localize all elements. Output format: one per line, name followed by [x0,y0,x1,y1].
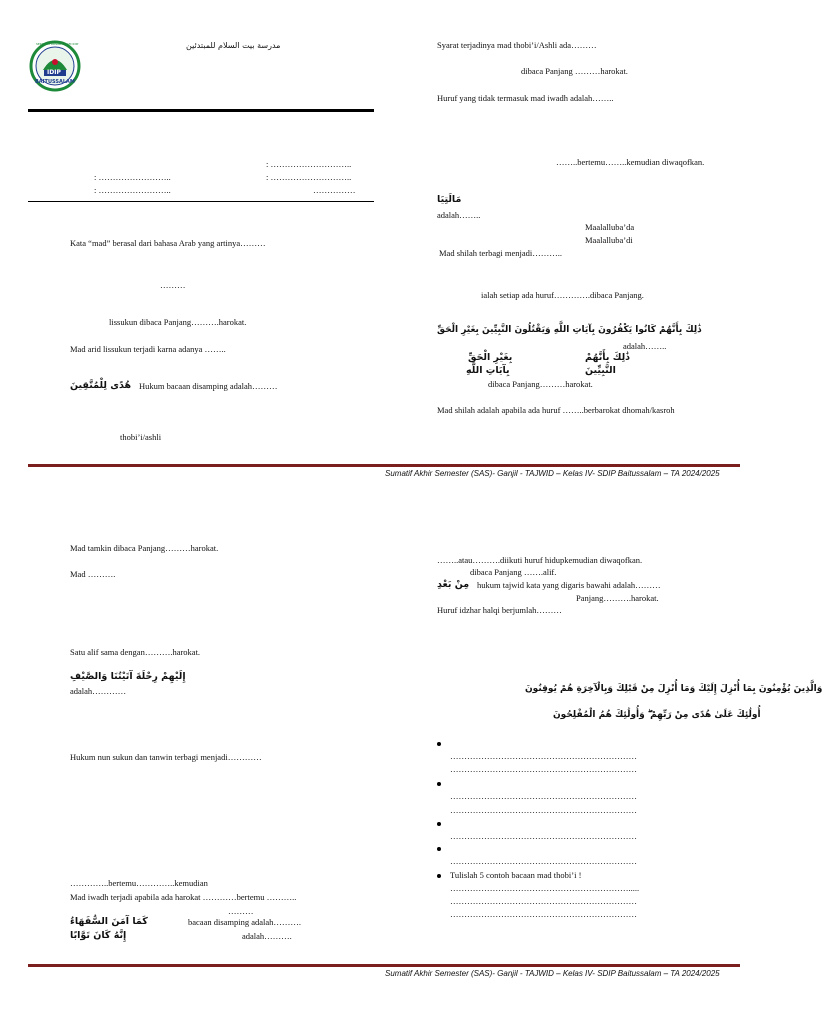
logo-arc-text: SEKOLAH DASAR ISLAM IDIP [36,42,79,46]
answer-blank: ……… [228,906,254,916]
logo-text: IDIP [47,69,61,76]
list-bullet [437,874,441,878]
question-text: adalah…….. [437,210,481,220]
arabic-word: مِنْ بَعْدِ [437,579,470,590]
answer-line: ………………………………………………………… [450,764,637,774]
question-text: adalah………. [242,931,292,941]
question-text: Syarat terjadinya mad thobi’i/Ashli ada……… [437,40,597,50]
answer-option: Maalalluba’da [585,222,635,232]
answer-line: ………………………………………………………… [450,805,637,815]
question-text: Huruf idzhar halqi berjumlah……… [437,605,562,615]
arabic-option: بِغَيْرِ الْحَقِّ [468,352,513,363]
arabic-verse: ذَٰلِكَ بِأَنَّهُمْ كَانُوا يَكْفُرُونَ بِآيَاتِ اللَّهِ وَيَقْتُلُونَ النَّبِيِّينَ بِغَيْرِ الْحَقِّ [437,325,702,335]
logo-name: BAITUSSALAM [35,79,75,85]
question-text: Panjang……….harokat. [576,593,659,603]
question-text: adalah………… [70,686,127,696]
question-text: Mad tamkin dibaca Panjang………harokat. [70,543,219,553]
list-bullet [437,847,441,851]
footer-rule [28,964,740,967]
school-logo [29,40,81,92]
question-text: lissukun dibaca Panjang……….harokat. [109,317,247,327]
question-text: Mad shilah adalah apabila ada huruf ……..berbarokat dhomah/kasroh [437,405,675,415]
arabic-option: النَّبِيِّينَ [585,365,616,376]
question-text: hukum tajwid kata yang digaris bawahi adalah……… [477,580,661,590]
question-text: Hukum bacaan disamping adalah……… [139,381,278,391]
question-text: ……..bertemu……..kemudian diwaqofkan. [556,157,705,167]
header-rule-thin [28,201,374,202]
question-text: Mad shilah terbagi menjadi……….. [439,248,562,258]
answer-option: Maalalluba’di [585,235,633,245]
header-rule [28,109,374,112]
list-bullet [437,822,441,826]
school-name-arabic: مدرسة بيت السلام للمبتدئين [186,41,281,50]
answer-line: ………………………………………………………… [450,751,637,761]
arabic-option: ذَٰلِكَ بِأَنَّهُمْ [585,352,631,363]
list-bullet [437,782,441,786]
question-text: Mad iwadh terjadi apabila ada harokat …………bertemu ……….. [70,892,297,902]
question-text: Kata “mad” berasal dari bahasa Arab yang artinya……… [70,238,266,248]
question-text: Mad ………. [70,569,116,579]
form-field-2: : ……………………….. [266,172,352,182]
answer-line: ………………………………………………………… [450,791,637,801]
arabic-verse: إِلَيْهِمْ رِحْلَةَ آتَيْتُنَا وَالصَّيْفِ [70,671,186,682]
question-text: adalah…….. [623,341,667,351]
answer-blank: ……… [160,280,186,290]
form-field-4: : …………………….. [94,185,171,195]
question-text: Huruf yang tidak termasuk mad iwadh adalah…….. [437,93,614,103]
arabic-verse: هُدًى لِلْمُتَّقِينَ [70,380,132,391]
footer-text: Sumatif Akhir Semester (SAS)- Ganjil - TAJWID – Kelas IV- SDIP Baitussalam – TA 2024/2025 [385,469,720,478]
question-text: Hukum nun sukun dan tanwin terbagi menjadi………… [70,752,262,762]
question-text: thobi’i/ashli [120,432,162,442]
question-text: ……..atau……….diikuti huruf hidupkemudian diwaqofkan. [437,555,643,565]
list-bullet [437,742,441,746]
answer-line: ………………………………………………………… [450,831,637,841]
answer-line: ………………………………………………………… [450,909,637,919]
arabic-verse: أُولَٰئِكَ عَلَىٰ هُدًى مِنْ رَبِّهِمْ ۖ وَأُولَٰئِكَ هُمُ الْمُفْلِحُونَ [553,710,761,720]
form-field-3: : …………………….. [94,172,171,182]
question-text: Satu alif sama dengan……….harokat. [70,647,201,657]
form-field-1: : ……………………….. [266,159,352,169]
footer-text: Sumatif Akhir Semester (SAS)- Ganjil - TAJWID – Kelas IV- SDIP Baitussalam – TA 2024/2025 [385,969,720,978]
question-text: dibaca Panjang………harokat. [488,379,593,389]
arabic-verse: إِنَّهُ كَانَ تَوَّابًا [70,930,127,941]
answer-line: ………………………………………………………… [450,856,637,866]
question-text: …………..bertemu…………..kemudian [70,878,208,888]
footer-rule [28,464,740,467]
question-text: bacaan disamping adalah………. [188,917,302,927]
question-text: dibaca Panjang ………harokat. [521,66,628,76]
question-text: dibaca Panjang …….alif. [470,567,557,577]
arabic-verse: وَالَّذِينَ يُؤْمِنُونَ بِمَا أُنْزِلَ إِلَيْكَ وَمَا أُنْزِلَ مِنْ قَبْلِكَ وَبِالْآخِرَةِ هُمْ يُوقِنُونَ [525,684,822,694]
arabic-option: بِآيَاتِ اللَّهِ [466,365,510,376]
answer-line: ………………………………………………………..... [450,883,640,893]
form-field-5: …………… [313,185,356,195]
question-text: Mad arid lissukun terjadi karna adanya …….. [70,344,226,354]
question-text: Tulislah 5 contoh bacaan mad thobi’i ! [450,870,582,880]
arabic-word: مَالَتِيَا [437,194,462,205]
arabic-verse: كَمَا آمَنَ السُّفَهَاءُ [70,916,148,927]
question-text: ialah setiap ada huruf………….dibaca Panjang. [481,290,644,300]
answer-line: ………………………………………………………… [450,896,637,906]
